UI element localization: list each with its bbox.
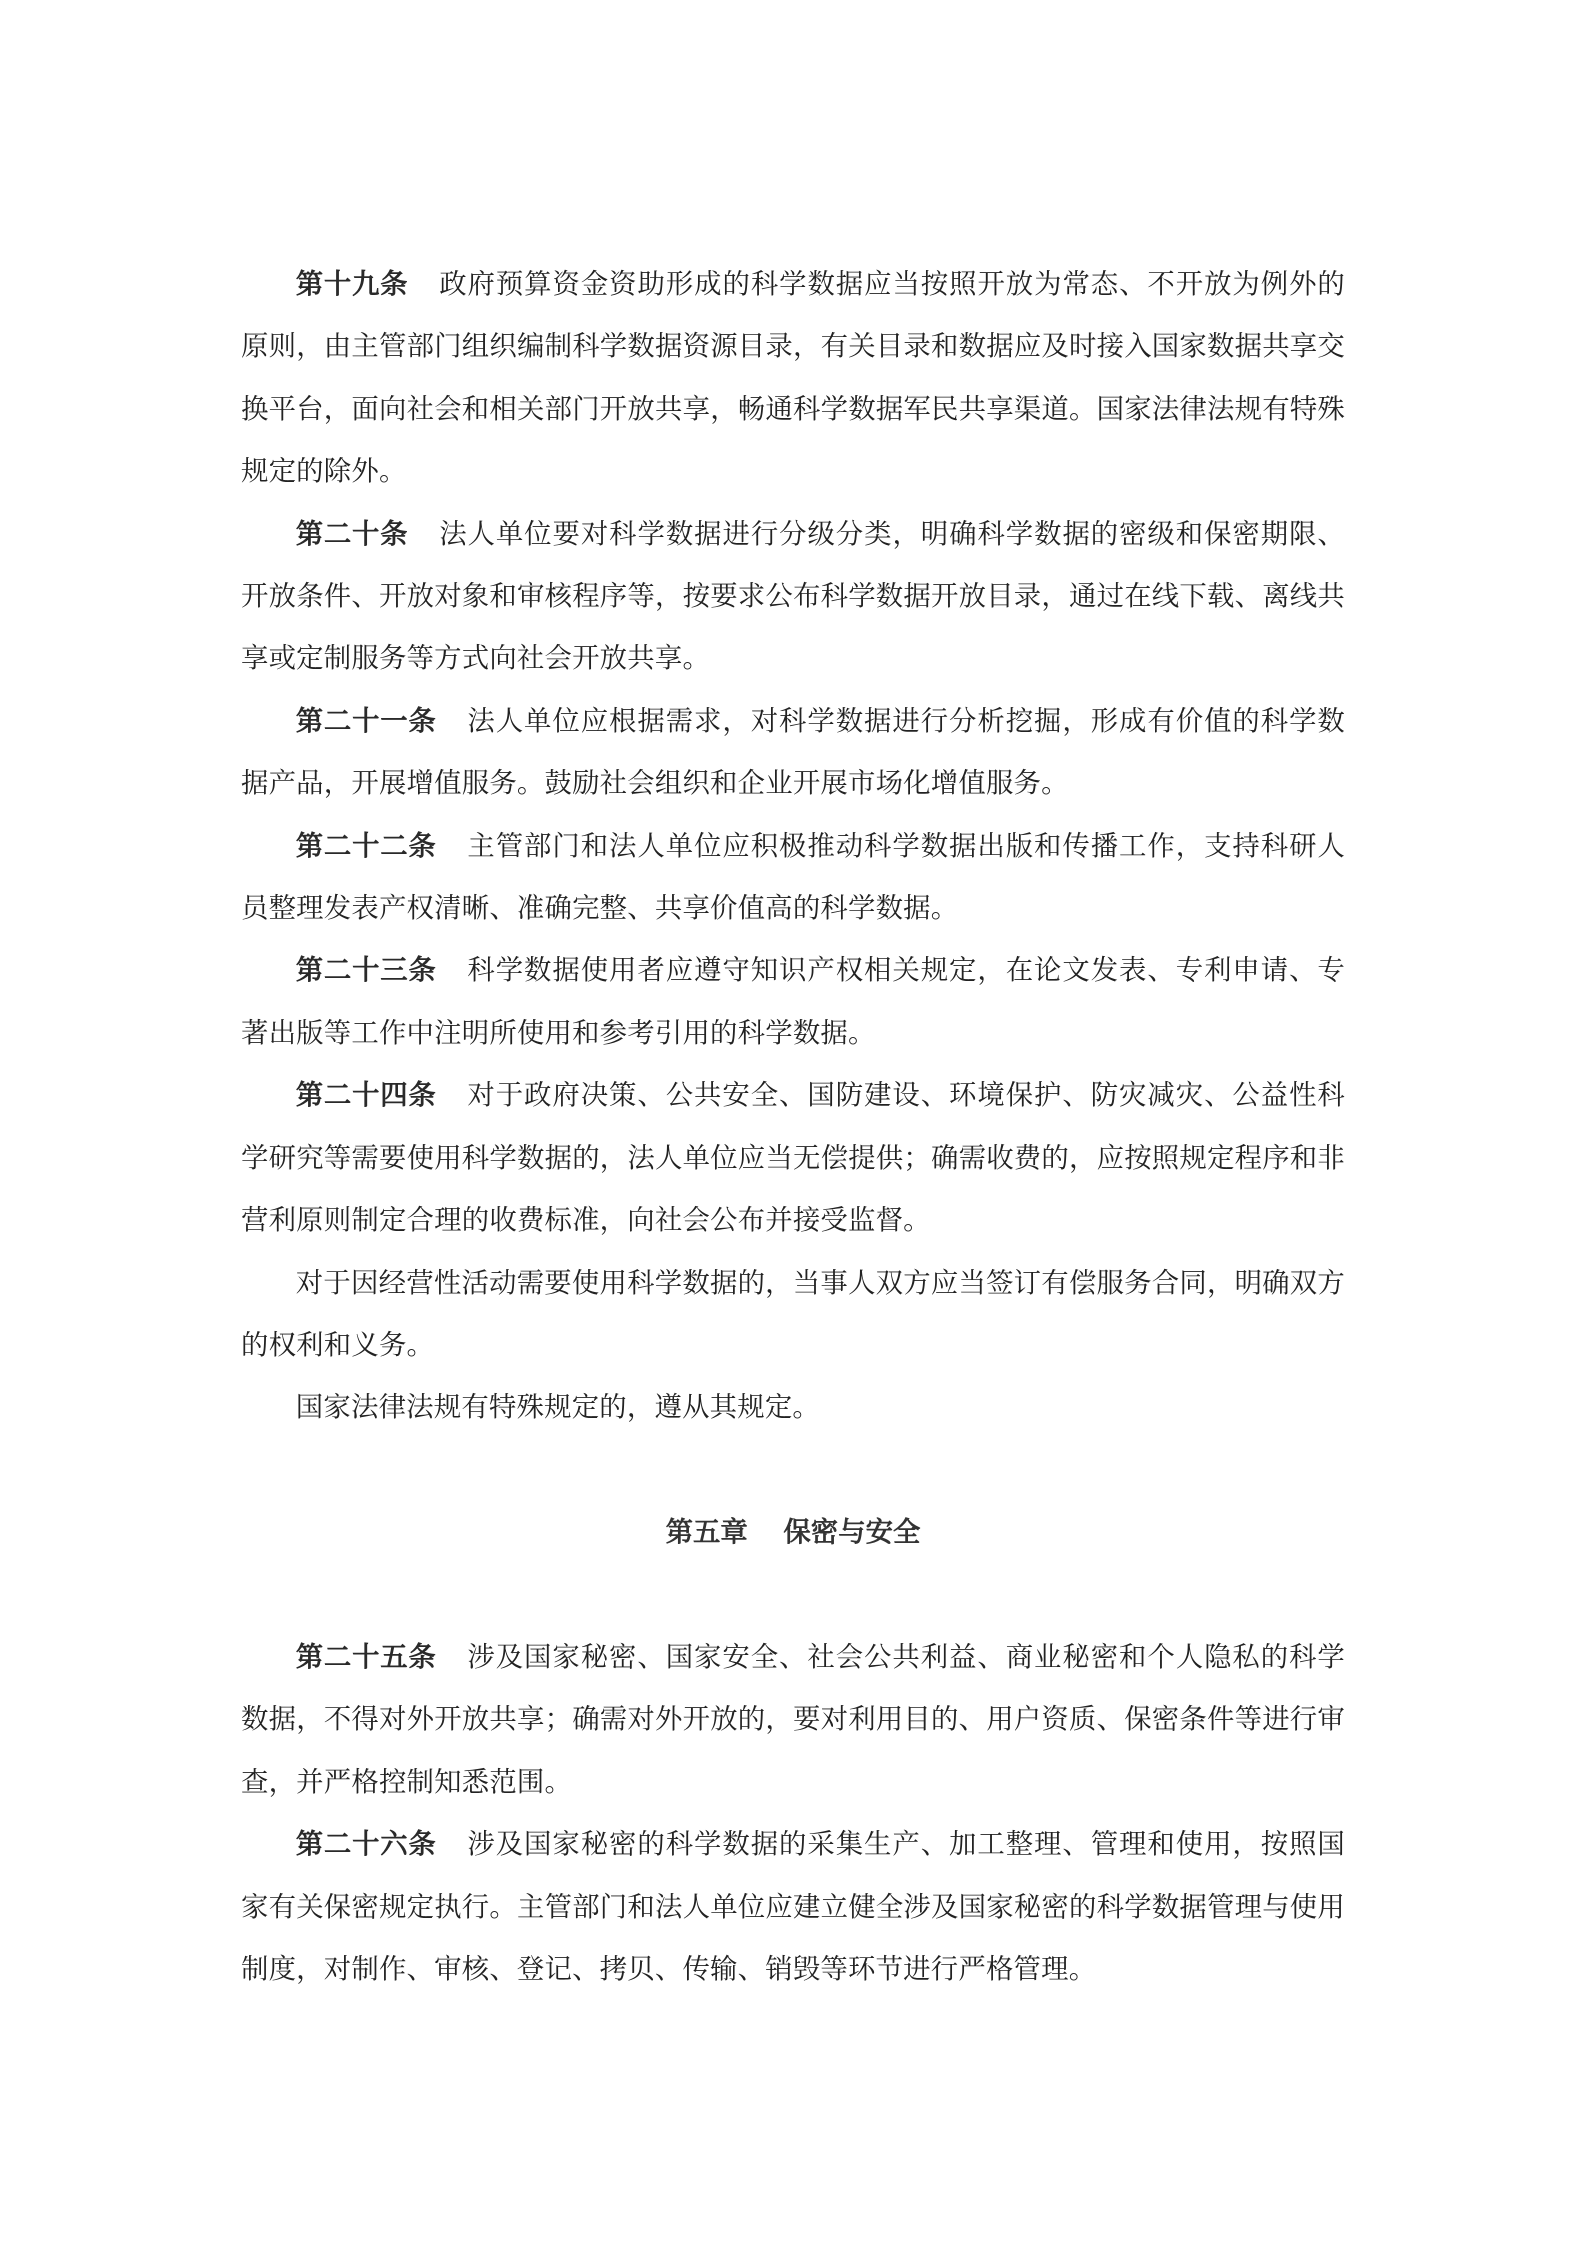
article-text: 涉及国家秘密、国家安全、社会公共利益、商业秘密和个人隐私的科学数据，不得对外开放共享；确需对外开放的，要对利用目的、用户资质、保密条件等进行审查，并严格控制知悉范围。 bbox=[241, 1641, 1345, 1798]
article-20 bbox=[241, 504, 1345, 691]
article-text: 政府预算资金资助形成的科学数据应当按照开放为常态、不开放为例外的原则，由主管部门组织编制科学数据资源目录，有关目录和数据应及时接入国家数据共享交换平台，面向社会和相关部门开放共享，畅通科学数据军民共享渠道。国家法律法规有特殊规定的除外。 bbox=[241, 269, 1345, 488]
article-24-paragraph-2 bbox=[241, 1253, 1345, 1378]
article-19 bbox=[241, 254, 1345, 504]
article-label: 第二十条 bbox=[295, 518, 409, 550]
article-text: 法人单位应根据需求，对科学数据进行分析挖掘，形成有价值的科学数据产品，开展增值服务。鼓励社会组织和企业开展市场化增值服务。 bbox=[241, 705, 1345, 800]
article-24-paragraph-3 bbox=[241, 1377, 1345, 1439]
article-text: 科学数据使用者应遵守知识产权相关规定，在论文发表、专利申请、专著出版等工作中注明所使用和参考引用的科学数据。 bbox=[241, 955, 1345, 1049]
article-label: 第二十二条 bbox=[295, 830, 437, 862]
article-25 bbox=[241, 1627, 1345, 1814]
article-text: 对于政府决策、公共安全、国防建设、环境保护、防灾减灾、公益性科学研究等需要使用科学数据的，法人单位应当无偿提供；确需收费的，应按照规定程序和非营利原则制定合理的收费标准，向社会公布并接受监督。 bbox=[241, 1080, 1345, 1237]
article-26 bbox=[241, 1814, 1345, 2001]
article-22 bbox=[241, 816, 1345, 941]
document-page bbox=[241, 254, 1345, 2001]
article-label: 第二十五条 bbox=[295, 1641, 437, 1673]
article-text: 涉及国家秘密的科学数据的采集生产、加工整理、管理和使用，按照国家有关保密规定执行。主管部门和法人单位应建立健全涉及国家秘密的科学数据管理与使用制度，对制作、审核、登记、拷贝、传输、销毁等环节进行严格管理。 bbox=[241, 1829, 1345, 1985]
article-label: 第二十四条 bbox=[295, 1080, 437, 1112]
paragraph-text: 对于因经营性活动需要使用科学数据的，当事人双方应当签订有偿服务合同，明确双方的权利和义务。 bbox=[241, 1267, 1345, 1361]
chapter-title: 保密与安全 bbox=[783, 1517, 921, 1549]
article-text: 法人单位要对科学数据进行分级分类，明确科学数据的密级和保密期限、开放条件、开放对象和审核程序等，按要求公布科学数据开放目录，通过在线下载、离线共享或定制服务等方式向社会开放共享。 bbox=[241, 518, 1345, 675]
article-label: 第十九条 bbox=[295, 269, 409, 300]
chapter-number: 第五章 bbox=[665, 1517, 748, 1549]
chapter-heading bbox=[241, 1502, 1345, 1564]
article-21 bbox=[241, 691, 1345, 816]
article-label: 第二十一条 bbox=[295, 705, 437, 737]
article-24 bbox=[241, 1065, 1345, 1252]
article-23 bbox=[241, 940, 1345, 1065]
paragraph-text: 国家法律法规有特殊规定的，遵从其规定。 bbox=[295, 1392, 821, 1424]
article-label: 第二十三条 bbox=[295, 955, 437, 987]
article-label: 第二十六条 bbox=[295, 1829, 437, 1861]
article-text: 主管部门和法人单位应积极推动科学数据出版和传播工作，支持科研人员整理发表产权清晰、准确完整、共享价值高的科学数据。 bbox=[241, 830, 1345, 925]
